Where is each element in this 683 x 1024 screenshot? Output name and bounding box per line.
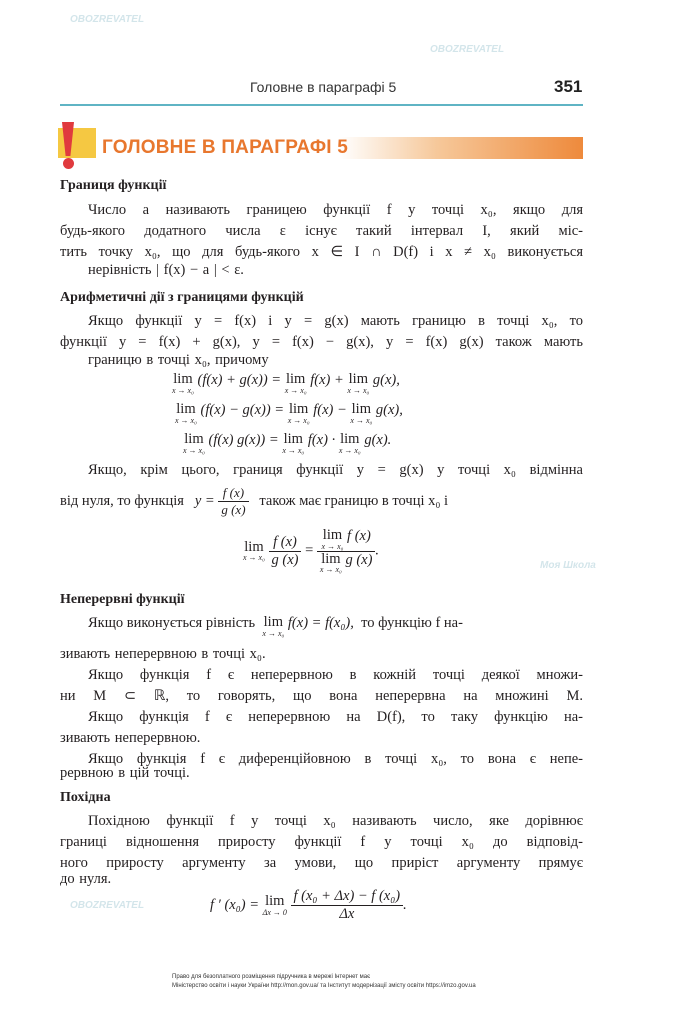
text-line: ного приросту аргументу за умови, що приріст аргументу прямує [60, 855, 583, 871]
text-line: Число a називають границею функції f у точці x₀, якщо для [88, 202, 583, 218]
text-line: тить точку x₀, що для будь-якого x ∈ I ∩ D(f) і x ≠ x₀ виконується [60, 244, 583, 260]
heading-derivative: Похідна [60, 790, 111, 805]
text-line: Якщо функція f є неперервною на D(f), то таку функцію на- [88, 709, 583, 725]
text-line-fraction: від нуля, то функція y = $\frac{f (x)}{g (x)}$ також має границю в точці x₀ і [60, 485, 449, 517]
text-line: зивають неперервною. [60, 730, 201, 746]
formula-product: lim x → x₀ (f(x) g(x)) = lim x → x₀ f(x) · lim x → x₀ g(x). [183, 431, 392, 455]
text-line: нерівність | f(x) − a | < ε. [88, 262, 244, 278]
formula-derivative: f ′ (x₀) = lim Δx → 0 $\frac{\text{f (x₀ + Δx) − f (x₀)}}{\Delta x}$ . [210, 888, 407, 922]
heading-arithmetic: Арифметичні дії з границями функцій [60, 290, 304, 305]
text-line: Якщо функція f є неперервною в кожній точці деякої множи- [88, 667, 583, 683]
heading-limit: Границя функції [60, 178, 167, 193]
footer-line: Право для безоплатного розміщення підручника в мережі Інтернет має [172, 974, 371, 980]
text-line: ни M ⊂ ℝ, то говорять, що вона неперервна на множині M. [60, 688, 583, 704]
header-rule [60, 104, 583, 106]
formula-difference: lim x → x₀ (f(x) − g(x)) = lim x → x₀ f(x) − lim x → x₀ g(x), [175, 401, 403, 425]
text-line-equality: Якщо виконується рівність lim x → x₀ f(x) = f(x₀), то функцію f на- [88, 614, 463, 638]
heading-continuous: Неперервні функції [60, 592, 185, 607]
text-line: до нуля. [60, 871, 112, 887]
text-line: Якщо, крім цього, границя функції y = g(x) у точці x₀ відмінна [88, 462, 583, 478]
formula-sum: lim x → x₀ (f(x) + g(x)) = lim x → x₀ f(x) + lim x → x₀ g(x), [172, 371, 400, 395]
running-header: Головне в параграфі 5 [250, 79, 397, 95]
text-line: будь-якого додатного числа ε існує такий інтервал I, який міс- [60, 223, 583, 239]
watermark: OBOZREVATEL [70, 900, 145, 911]
text-line: границі відношення приросту функції f у точці x₀ до відповід- [60, 834, 583, 850]
watermark: Моя Школа [540, 560, 596, 571]
text-line: зивають неперервною в точці x₀. [60, 646, 266, 662]
page-number: 351 [554, 77, 583, 96]
banner-title: ГОЛОВНЕ В ПАРАГРАФІ 5 [102, 137, 348, 158]
watermark: OBOZREVATEL [70, 14, 145, 25]
text-line: рервною в цій точці. [60, 765, 190, 781]
footer-line: Міністерство освіти і науки України http://mon.gov.ua/ та Інститут модернізації змісту освіти https://imzo.gov.ua [172, 983, 476, 989]
text-line: Якщо функції y = f(x) і y = g(x) мають границю в точці x₀, то [88, 313, 583, 329]
text-line: Похідною функції f у точці x₀ називають число, яке дорівнює [88, 813, 583, 829]
text-line: Якщо функція f є диференційовною в точці x₀, то вона є непе- [88, 751, 583, 767]
text-line: функції y = f(x) + g(x), y = f(x) − g(x), y = f(x) g(x) також мають [60, 334, 583, 350]
formula-quotient: lim x → x₀ $\frac{f (x)}{g (x)}$ = lim x → x₀ f (x) lim x → x₀ g (x) . [243, 527, 380, 574]
text-line: границю в точці x₀, причому [88, 352, 269, 368]
watermark: OBOZREVATEL [430, 44, 505, 55]
exclamation-dot-icon [63, 158, 74, 169]
